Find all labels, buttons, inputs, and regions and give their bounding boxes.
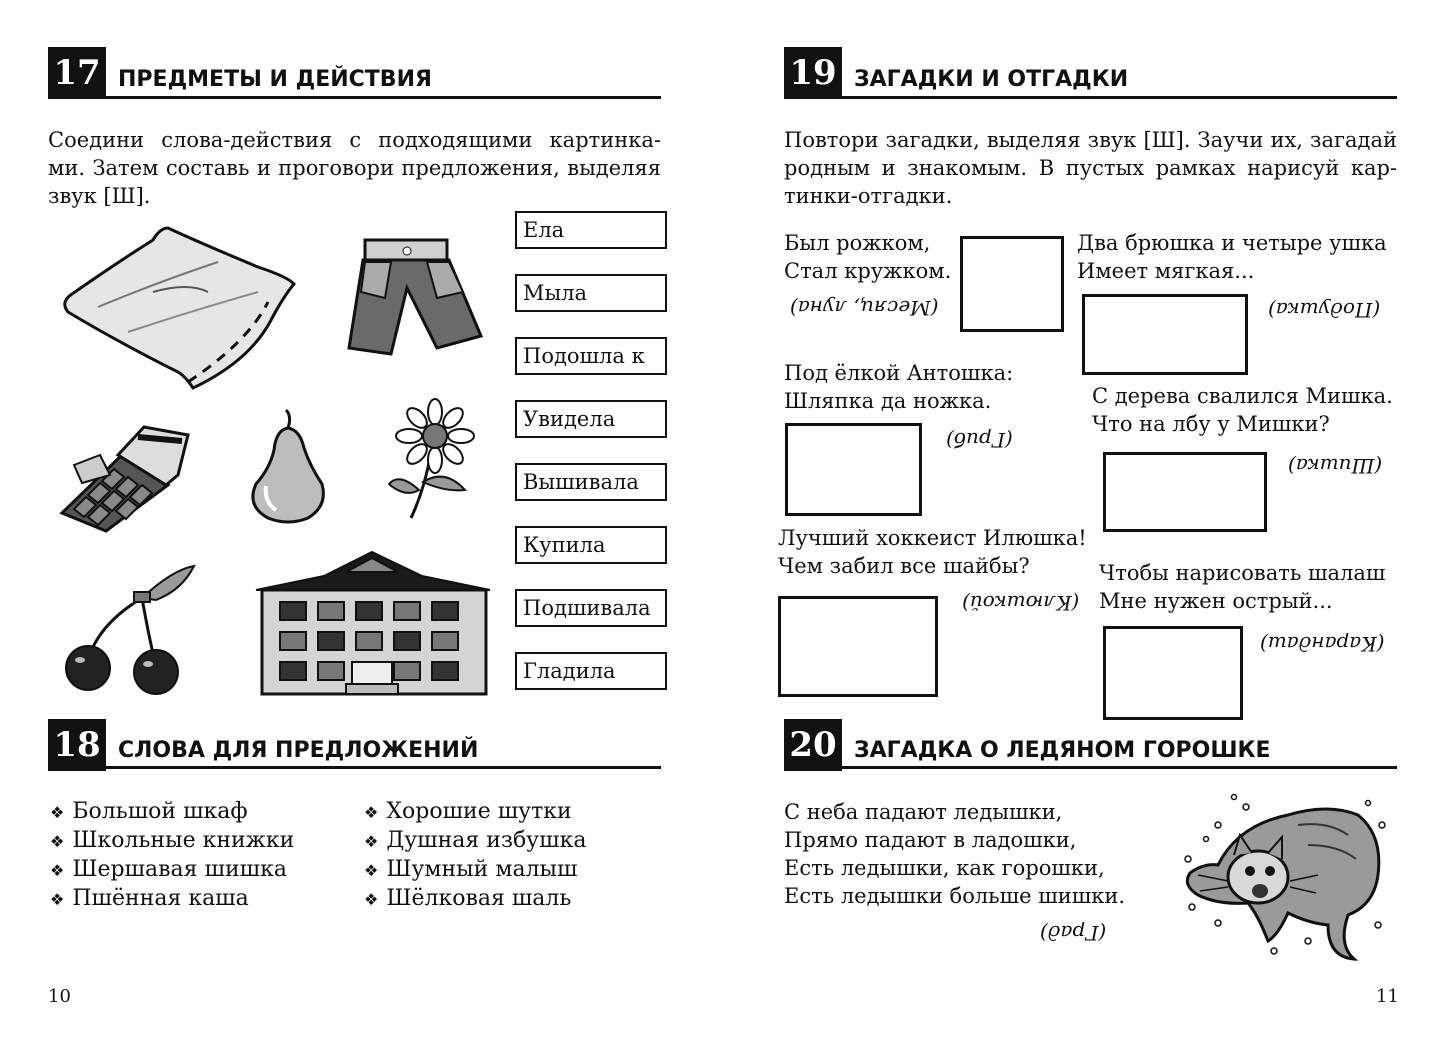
drawing-frame-stick[interactable] [778, 596, 938, 697]
riddle-line: Под ёлкой Антошка: [784, 361, 1014, 385]
word-box-kupila[interactable]: Купила [515, 526, 667, 564]
instruction-line: ми. Затем составь и проговори предложения, выделяя [48, 156, 661, 180]
list-item [364, 856, 586, 885]
section-20-number: 20 [784, 719, 842, 771]
instruction-line: Повтори загадки, выделяя звук [Ш]. Заучи их, загадай [784, 128, 1397, 152]
list-item [50, 856, 294, 885]
instruction-line: Соедини слова-действия с подходящими картинка- [48, 128, 661, 152]
list-item-text: Шумный малыш [386, 857, 578, 882]
cherries-icon [62, 562, 196, 694]
section-20-rule [784, 766, 1397, 769]
riddle-line: Имеет мягкая... [1077, 259, 1255, 283]
riddle-bump-answer: (Шишка) [1288, 454, 1383, 478]
riddle-stick [778, 524, 1087, 580]
drawing-frame-pencil[interactable] [1103, 626, 1243, 720]
riddle-mushroom-answer: (Гриб) [946, 428, 1013, 452]
section-18-column-1 [50, 798, 294, 914]
bullet-icon: ❖ [50, 832, 65, 851]
list-item-text: Пшённая каша [72, 886, 249, 911]
riddle-line: Чем забил все шайбы? [778, 554, 1030, 578]
poem-line: С неба падают ледышки, [784, 800, 1063, 824]
section-18-rule [48, 766, 661, 769]
riddle-line: Мне нужен острый... [1099, 589, 1333, 613]
page-number-left: 10 [48, 986, 71, 1007]
hail-poem [784, 798, 1125, 910]
section-18-column-2 [364, 798, 586, 914]
riddle-mushroom [784, 359, 1013, 415]
word-box-uvidela[interactable]: Увидела [515, 400, 667, 438]
drawing-frame-mushroom[interactable] [785, 423, 922, 516]
list-item [364, 827, 586, 856]
poem-line: Прямо падают в ладошки, [784, 828, 1077, 852]
section-18-number: 18 [48, 719, 106, 771]
riddle-line: Шляпка да ножка. [784, 389, 992, 413]
riddle-moon [784, 229, 951, 285]
hail-answer: (Град) [1040, 921, 1107, 945]
bullet-icon: ❖ [50, 890, 65, 909]
pillow-icon [58, 222, 298, 392]
instruction-line: тинки-отгадки. [784, 184, 953, 208]
bullet-icon: ❖ [364, 803, 379, 822]
riddle-line: Был рожком, [784, 231, 931, 255]
list-item [50, 798, 294, 827]
bullet-icon: ❖ [50, 803, 65, 822]
word-box-gladila[interactable]: Гладила [515, 652, 667, 690]
word-box-podoshla[interactable]: Подошла к [515, 337, 667, 375]
list-item-text: Большой шкаф [72, 799, 248, 824]
section-17-rule [48, 96, 661, 99]
list-item-text: Шёлковая шаль [386, 886, 572, 911]
word-box-myla[interactable]: Мыла [515, 274, 667, 312]
section-17-instruction [48, 126, 661, 210]
drawing-frame-bump[interactable] [1103, 452, 1267, 532]
shorts-icon [345, 236, 485, 358]
list-item [50, 885, 294, 914]
drawing-frame-moon[interactable] [960, 236, 1064, 332]
list-item-text: Хорошие шутки [386, 799, 572, 824]
instruction-line: звук [Ш]. [48, 184, 151, 208]
list-item [364, 885, 586, 914]
list-item [50, 827, 294, 856]
riddle-stick-answer: (Клюшкой) [962, 591, 1080, 615]
bullet-icon: ❖ [364, 890, 379, 909]
section-19-number: 19 [784, 47, 842, 99]
school-building-icon [254, 550, 492, 696]
word-box-vyshivala[interactable]: Вышивала [515, 463, 667, 501]
riddle-pencil-answer: (Карандаш) [1260, 632, 1385, 656]
bullet-icon: ❖ [50, 861, 65, 880]
list-item-text: Школьные книжки [72, 828, 295, 853]
riddle-line: Чтобы нарисовать шалаш [1099, 561, 1386, 585]
bullet-icon: ❖ [364, 861, 379, 880]
riddle-moon-answer: (Месяц, луна) [790, 296, 939, 320]
word-box-ela[interactable]: Ела [515, 211, 667, 249]
section-18-title: СЛОВА ДЛЯ ПРЕДЛОЖЕНИЙ [118, 738, 479, 763]
riddle-line: Что на лбу у Мишки? [1092, 412, 1330, 436]
word-box-podshivala[interactable]: Подшивала [515, 589, 667, 627]
section-19-instruction [784, 126, 1397, 210]
list-item-text: Шершавая шишка [72, 857, 287, 882]
daisy-icon [385, 398, 489, 522]
section-17-number: 17 [48, 47, 106, 99]
riddle-pencil [1099, 559, 1385, 615]
riddle-line: Лучший хоккеист Илюшка! [778, 526, 1087, 550]
page-number-right: 11 [1376, 986, 1399, 1007]
poem-line: Есть ледышки, как горошки, [784, 856, 1105, 880]
riddle-bump [1092, 382, 1393, 438]
list-item [364, 798, 586, 827]
poem-line: Есть ледышки больше шишки. [784, 884, 1126, 908]
section-19-rule [784, 96, 1397, 99]
section-19-title: ЗАГАДКИ И ОТГАДКИ [854, 67, 1129, 92]
bullet-icon: ❖ [364, 832, 379, 851]
section-20-title: ЗАГАДКА О ЛЕДЯНОМ ГОРОШКЕ [854, 738, 1271, 763]
riddle-line: Стал кружком. [784, 259, 952, 283]
riddle-pillow-answer: (Подушка) [1268, 298, 1381, 322]
pear-icon [246, 406, 330, 524]
instruction-line: родным и знакомым. В пустых рамках нарисуй кар- [784, 156, 1397, 180]
cat-in-hail-icon [1178, 795, 1393, 965]
riddle-line: Два брюшка и четыре ушка [1077, 231, 1387, 255]
riddle-pillow [1077, 229, 1387, 285]
chocolate-icon [60, 425, 190, 533]
riddle-line: С дерева свалился Мишка. [1092, 384, 1393, 408]
list-item-text: Душная избушка [386, 828, 587, 853]
drawing-frame-pillow[interactable] [1082, 294, 1248, 375]
section-17-title: ПРЕДМЕТЫ И ДЕЙСТВИЯ [118, 67, 432, 92]
